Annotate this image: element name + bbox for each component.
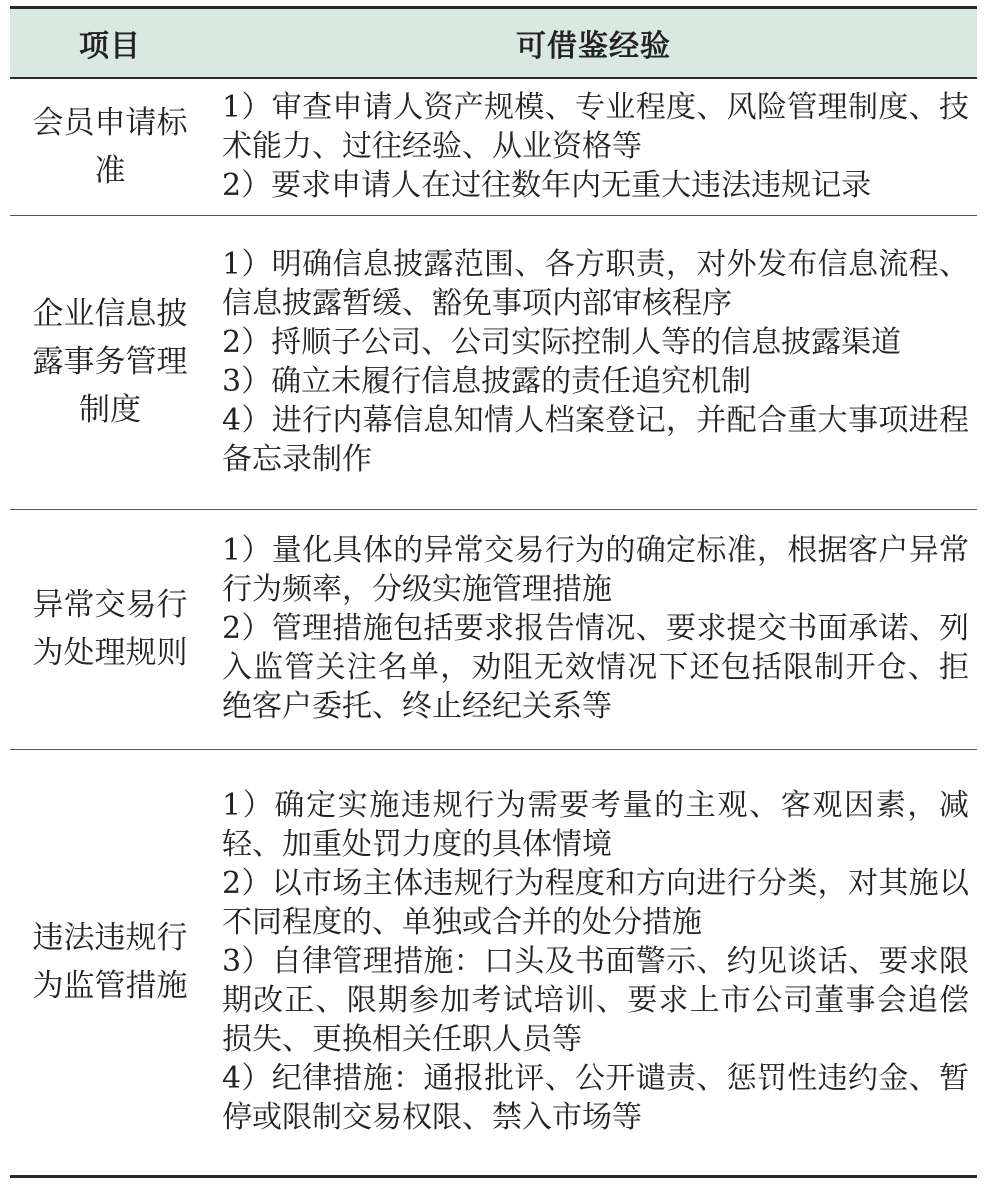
- experience-point: 1）确定实施违规行为需要考量的主观、客观因素，减轻、加重处罚力度的具体情境: [222, 788, 969, 862]
- table-row: [10, 509, 977, 749]
- item-label: 异常交易行为处理规则: [32, 587, 188, 671]
- experience-table: [10, 6, 977, 1178]
- item-label: 会员申请标准: [32, 104, 188, 189]
- experience-point: 3）确立未履行信息披露的责任追究机制: [222, 363, 752, 399]
- table-row: [10, 749, 977, 1176]
- experience-point: 2）管理措施包括要求报告情况、要求提交书面承诺、列入监管关注名单，劝阻无效情况下还包括限制开仓、拒绝客户委托、终止经纪关系等: [222, 611, 969, 724]
- column-header-item: 项目: [10, 8, 210, 79]
- experience-point: 1）量化具体的异常交易行为的确定标准，根据客户异常行为频率，分级实施管理措施: [222, 533, 969, 607]
- experience-point: 2）捋顺子公司、公司实际控制人等的信息披露渠道: [222, 324, 902, 360]
- item-cell: [10, 78, 210, 215]
- item-label: 违法违规行为监管措施: [32, 920, 188, 1004]
- experience-cell: [210, 215, 977, 509]
- experience-point: 2）以市场主体违规行为程度和方向进行分类，对其施以不同程度的、单独或合并的处分措施: [222, 866, 969, 940]
- experience-point: 4）纪律措施：通报批评、公开谴责、惩罚性违约金、暂停或限制交易权限、禁入市场等: [222, 1061, 969, 1135]
- experience-point: 1）明确信息披露范围、各方职责，对外发布信息流程、信息披露暂缓、豁免事项内部审核程序: [222, 246, 969, 321]
- experience-point: 2）要求申请人在过往数年内无重大违法违规记录: [222, 167, 872, 203]
- table-header-row: [10, 8, 977, 79]
- experience-cell: [210, 509, 977, 749]
- item-cell: [10, 749, 210, 1176]
- experience-cell: [210, 749, 977, 1176]
- item-cell: [10, 509, 210, 749]
- experience-point: 3）自律管理措施：口头及书面警示、约见谈话、要求限期改正、限期参加考试培训、要求上市公司董事会追偿损失、更换相关任职人员等: [222, 944, 969, 1057]
- column-header-experience: 可借鉴经验: [210, 8, 977, 79]
- item-cell: [10, 215, 210, 509]
- experience-cell: [210, 78, 977, 215]
- table-row: [10, 215, 977, 509]
- experience-point: 4）进行内幕信息知情人档案登记，并配合重大事项进程备忘录制作: [222, 402, 969, 477]
- experience-point: 1）审查申请人资产规模、专业程度、风险管理制度、技术能力、过往经验、从业资格等: [222, 89, 969, 164]
- table-row: [10, 78, 977, 215]
- item-label: 企业信息披露事务管理制度: [32, 296, 188, 428]
